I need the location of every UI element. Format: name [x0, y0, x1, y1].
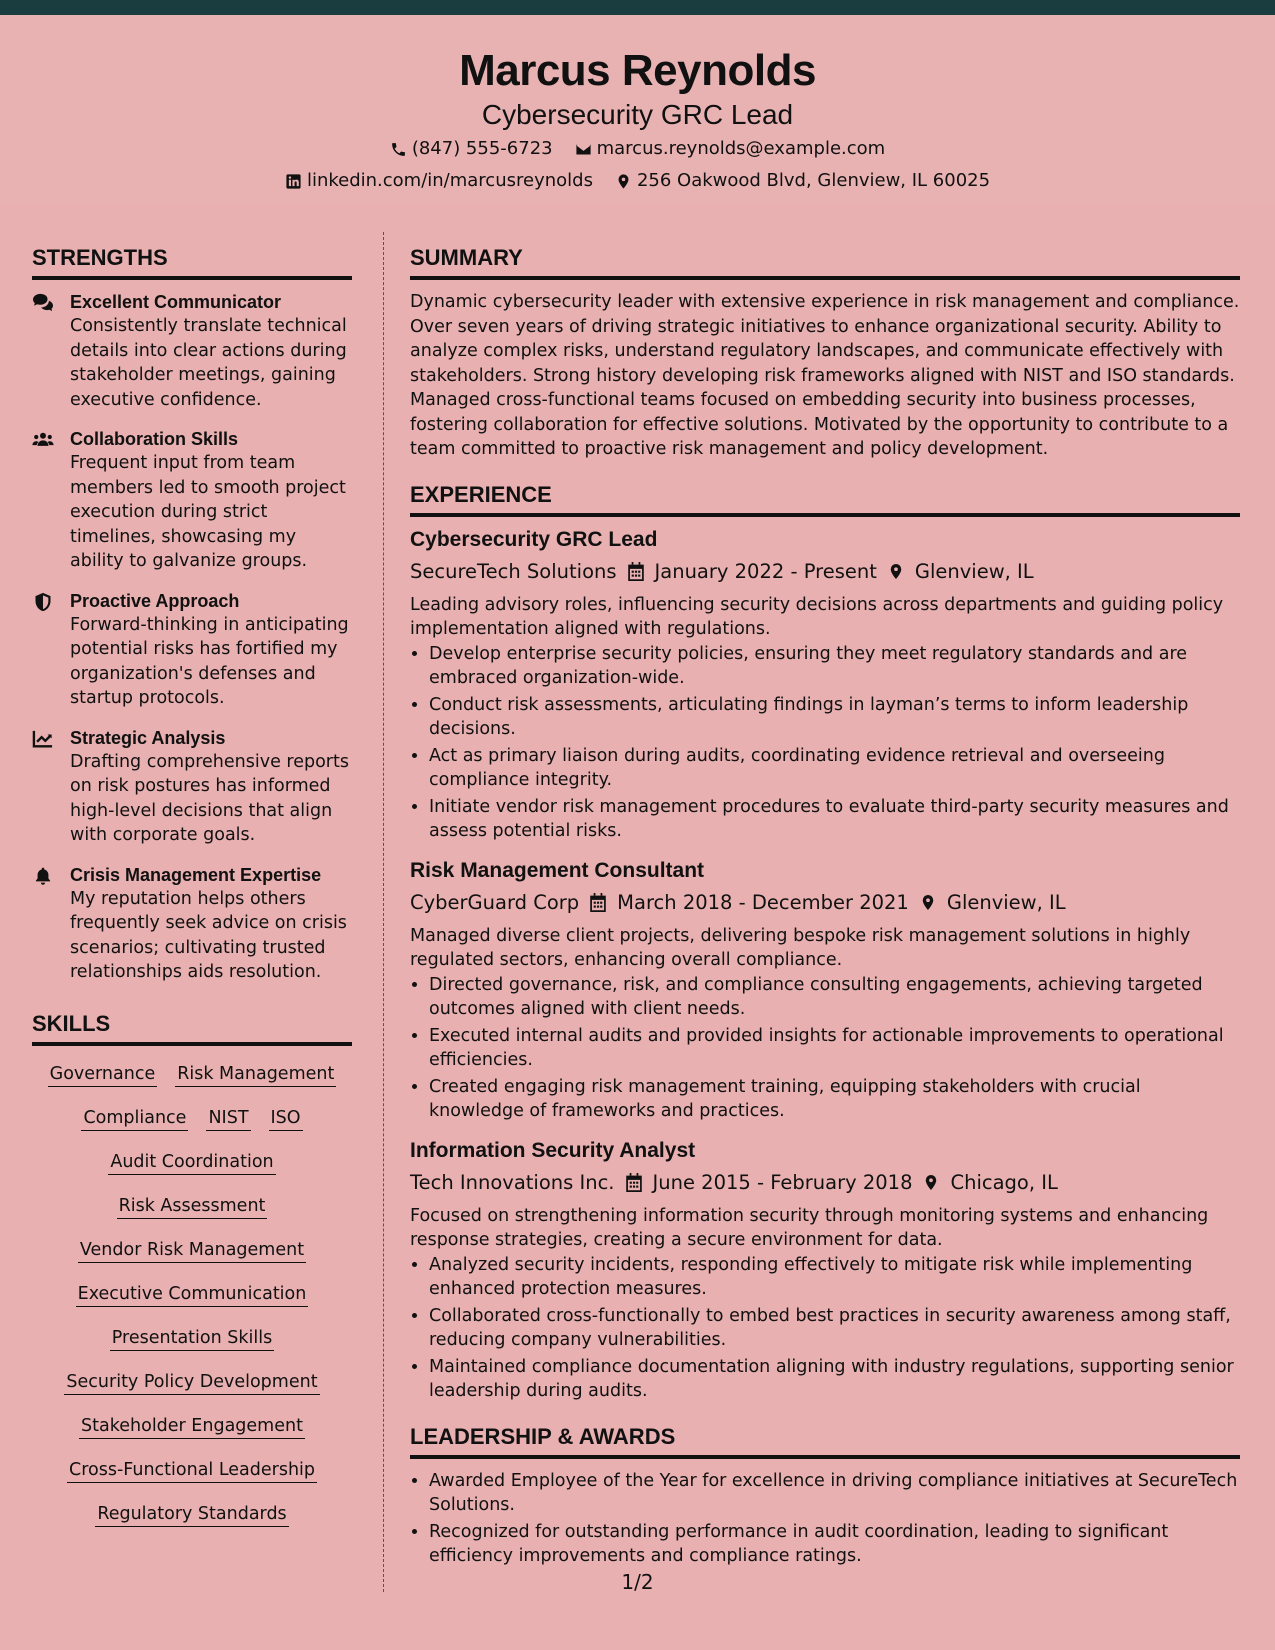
resume-header — [0, 15, 1275, 204]
job-location: Glenview, IL — [914, 559, 1034, 583]
job-bullet: • Initiate vendor risk management procedures to evaluate third-party security measures and assess potential risks. — [429, 795, 1240, 844]
linkedin-text[interactable]: linkedin.com/in/marcusreynolds — [306, 170, 593, 191]
email-text[interactable]: marcus.reynolds@example.com — [596, 138, 886, 159]
award-item: • Awarded Employee of the Year for excellence in driving compliance initiatives at SecureTech Solutions. — [429, 1469, 1240, 1518]
job-bullet: • Maintained compliance documentation aligning with industry regulations, supporting senior leadership during audits. — [429, 1355, 1240, 1404]
job-company: Tech Innovations Inc. — [410, 1170, 615, 1194]
phone-icon — [390, 141, 407, 158]
job-meta — [410, 1169, 1240, 1197]
line-chart-icon — [32, 729, 54, 749]
job-title: Information Security Analyst — [410, 1138, 696, 1162]
contact-row-1 — [0, 137, 1275, 161]
skill-tag: Executive Communication — [76, 1282, 309, 1307]
linkedin-contact[interactable] — [285, 169, 593, 193]
skill-tag: Stakeholder Engagement — [79, 1414, 305, 1439]
calendar-icon — [627, 562, 645, 581]
job-bullets — [410, 642, 1240, 844]
skills-list — [32, 1056, 352, 1527]
strength-title: Strategic Analysis — [70, 727, 226, 748]
candidate-title: Cybersecurity GRC Lead — [481, 99, 794, 130]
address-contact — [615, 169, 990, 193]
bell-icon — [32, 866, 54, 886]
envelope-icon — [575, 141, 592, 158]
job-description: Focused on strengthening information security through monitoring systems and enhancing response strategies, creating a secure environment for data. — [410, 1205, 1209, 1250]
summary-heading: SUMMARY — [410, 245, 1240, 280]
comments-icon — [32, 293, 54, 313]
job-description: Leading advisory roles, influencing security decisions across departments and guiding policy implementation aligned with regulations. — [410, 594, 1224, 639]
strength-title: Crisis Management Expertise — [70, 864, 322, 885]
column-divider — [383, 232, 384, 1592]
candidate-name: Marcus Reynolds — [459, 46, 816, 95]
job-title: Risk Management Consultant — [410, 858, 705, 882]
strength-item — [32, 290, 352, 412]
job-bullet: • Develop enterprise security policies, ensuring they meet regulatory standards and are embraced organization-wide. — [429, 642, 1240, 691]
strength-desc: Consistently translate technical details into clear actions during stakeholder meetings, gaining executive confidence. — [70, 316, 347, 410]
right-column — [410, 245, 1240, 1571]
page-number: 1/2 — [621, 1570, 654, 1594]
phone-contact — [390, 137, 553, 161]
job-dates: March 2018 - December 2021 — [617, 890, 909, 914]
skills-heading: SKILLS — [32, 1011, 352, 1046]
job-entry — [410, 527, 1240, 844]
skill-tag: Compliance — [81, 1106, 188, 1131]
job-bullet: • Created engaging risk management training, equipping stakeholders with crucial knowledge of frameworks and practices. — [429, 1075, 1240, 1124]
job-entry — [410, 858, 1240, 1124]
job-company: SecureTech Solutions — [410, 559, 617, 583]
job-description: Managed diverse client projects, delivering bespoke risk management solutions in highly regulated sectors, enhancing overall compliance. — [410, 925, 1191, 970]
calendar-icon — [589, 893, 607, 912]
job-location: Glenview, IL — [946, 890, 1066, 914]
left-column — [32, 245, 352, 1546]
map-pin-icon — [887, 562, 905, 581]
strength-item — [32, 863, 352, 985]
users-icon — [32, 430, 54, 450]
strength-item — [32, 726, 352, 848]
awards-heading: LEADERSHIP & AWARDS — [410, 1424, 1240, 1459]
strengths-heading: STRENGTHS — [32, 245, 352, 280]
job-dates: January 2022 - Present — [654, 559, 877, 583]
strength-title: Collaboration Skills — [70, 429, 239, 449]
top-accent-bar — [0, 0, 1275, 15]
skill-tag: Cross-Functional Leadership — [67, 1458, 317, 1483]
job-bullet: • Analyzed security incidents, responding effectively to mitigate risk while implementing enhanced protection measures. — [429, 1253, 1240, 1302]
skill-tag: NIST — [206, 1106, 250, 1131]
skill-tag: Risk Assessment — [117, 1194, 268, 1219]
experience-heading: EXPERIENCE — [410, 482, 1240, 517]
job-title: Cybersecurity GRC Lead — [410, 527, 658, 551]
strength-item — [32, 589, 352, 711]
email-contact[interactable] — [575, 137, 886, 161]
job-bullet: • Act as primary liaison during audits, coordinating evidence retrieval and overseeing compliance integrity. — [429, 744, 1240, 793]
job-location: Chicago, IL — [950, 1170, 1058, 1194]
strength-desc: Forward-thinking in anticipating potential risks has fortified my organization's defenses and startup protocols. — [70, 614, 349, 708]
strength-desc: Frequent input from team members led to smooth project execution during strict timelines, showcasing my ability to galvanize groups. — [70, 453, 346, 571]
skill-tag: Regulatory Standards — [95, 1502, 288, 1527]
skill-tag: Governance — [48, 1062, 158, 1087]
calendar-icon — [625, 1173, 643, 1192]
job-entry — [410, 1138, 1240, 1404]
job-dates: June 2015 - February 2018 — [652, 1170, 913, 1194]
strength-title: Proactive Approach — [70, 590, 240, 611]
address-text: 256 Oakwood Blvd, Glenview, IL 60025 — [636, 170, 991, 191]
map-pin-icon — [919, 893, 937, 912]
strength-title: Excellent Communicator — [70, 292, 282, 312]
map-pin-icon — [922, 1173, 940, 1192]
linkedin-icon — [285, 173, 302, 190]
job-meta — [410, 889, 1240, 917]
awards-list — [410, 1469, 1240, 1569]
skill-tag: Risk Management — [175, 1062, 336, 1087]
contact-row-2 — [0, 169, 1275, 193]
job-bullets — [410, 1253, 1240, 1404]
strength-desc: My reputation helps others frequently seek advice on crisis scenarios; cultivating trusted relationships aids resolution. — [70, 888, 347, 982]
job-bullet: • Directed governance, risk, and compliance consulting engagements, achieving targeted outcomes aligned with client needs. — [429, 973, 1240, 1022]
job-meta — [410, 558, 1240, 586]
job-bullet: • Conduct risk assessments, articulating findings in layman’s terms to inform leadership decisions. — [429, 693, 1240, 742]
job-bullet: • Executed internal audits and provided insights for actionable improvements to operational efficiencies. — [429, 1024, 1240, 1073]
skill-tag: Security Policy Development — [64, 1370, 319, 1395]
strength-item — [32, 427, 352, 574]
strength-desc: Drafting comprehensive reports on risk postures has informed high-level decisions that align with corporate goals. — [70, 751, 349, 845]
shield-icon — [32, 592, 54, 612]
skill-tag: Audit Coordination — [108, 1150, 275, 1175]
award-item: • Recognized for outstanding performance in audit coordination, leading to significant efficiency improvements and compliance ratings. — [429, 1520, 1240, 1569]
map-pin-icon — [615, 173, 632, 190]
skill-tag: Vendor Risk Management — [78, 1238, 306, 1263]
job-bullet: • Collaborated cross-functionally to embed best practices in security awareness among staff, reducing company vulnerabilities. — [429, 1304, 1240, 1353]
summary-text: Dynamic cybersecurity leader with extensive experience in risk management and compliance. Over seven years of driving strategic initiatives to enhance organizational security. Ability to analyze complex risks, understand regulatory landscapes, and communicate effectively with stakeholders. Strong history developing risk frameworks aligned with NIST and ISO standards. Managed cross-functional teams focused on embedding security into business processes, fostering collaboration for effective solutions. Motivated by the opportunity to contribute to a team committed to proactive risk management and policy development. — [410, 292, 1240, 459]
skill-tag: Presentation Skills — [110, 1326, 274, 1351]
skill-tag: ISO — [269, 1106, 303, 1131]
phone-text: (847) 555-6723 — [411, 138, 553, 159]
job-bullets — [410, 973, 1240, 1124]
job-company: CyberGuard Corp — [410, 890, 580, 914]
